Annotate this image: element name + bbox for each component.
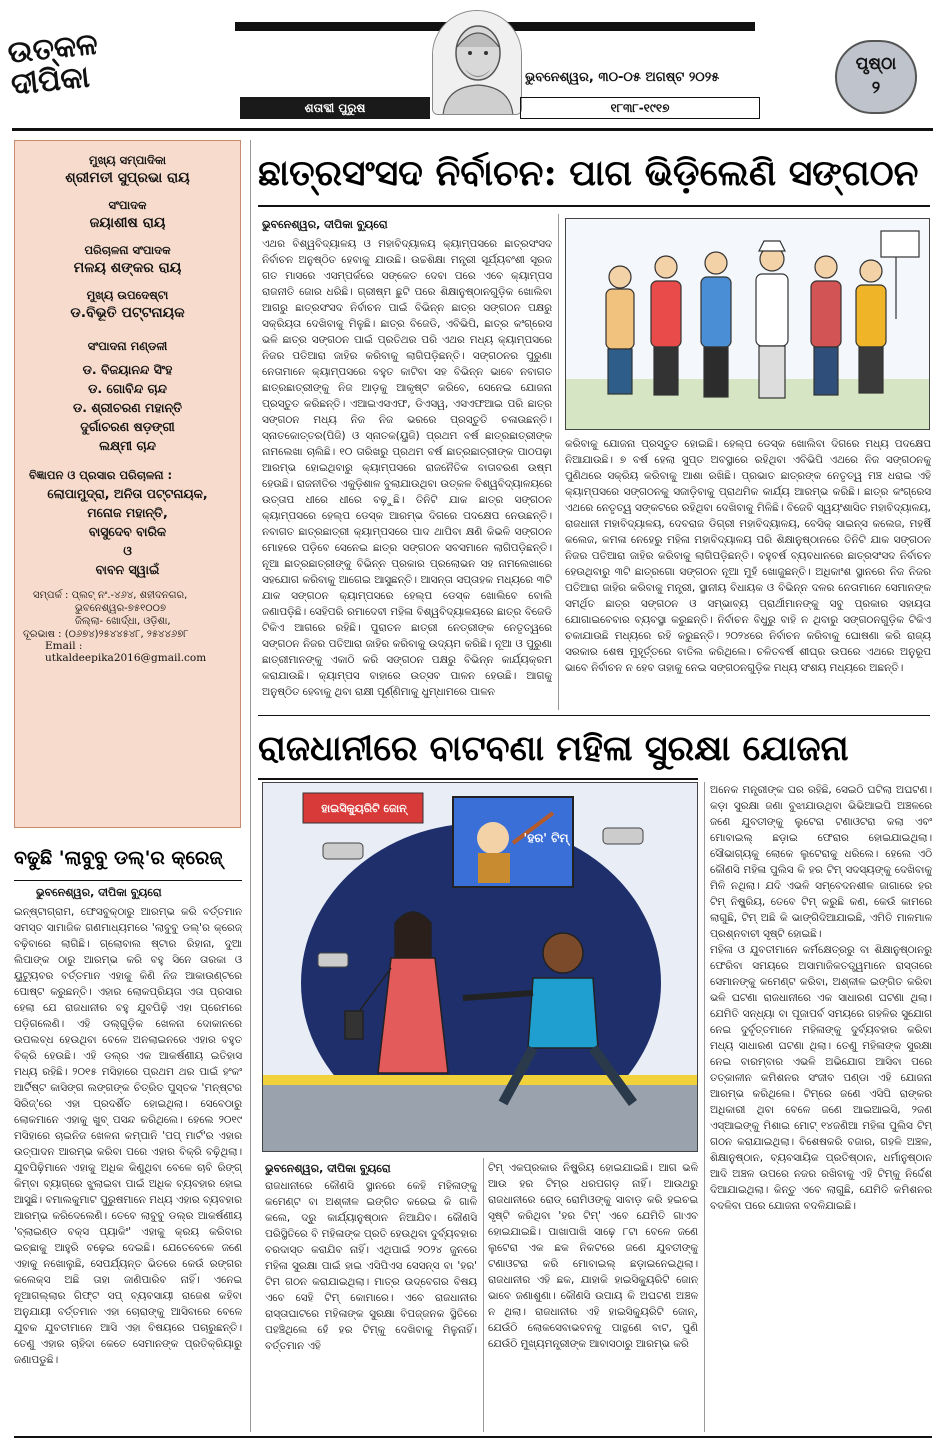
editorial-board-label: ସଂପାଦନା ମଣ୍ଡଳୀ <box>87 339 168 353</box>
article1-illustration <box>565 218 930 430</box>
ads-staff: ମନୋଜ ମହାନ୍ତି, <box>87 505 168 520</box>
column-divider <box>558 214 559 710</box>
founder-years: ୧୮୩୮-୧୯୧୭ <box>520 97 760 119</box>
ads-staff-list <box>15 486 240 578</box>
portrait-illustration <box>433 11 522 115</box>
chief-editor-name: ଶ୍ରୀମତୀ ସୁପ୍ରଭା ରାୟ <box>65 170 190 186</box>
article2-col3: ଅନେକ ମନ୍ତ୍ରୀଙ୍କ ଘର ରହିଛି, ସେଇଠି ଘଟିଲା ଅଘଟଣ। କଡ଼ା ସୁରକ୍ଷା ଜଣା ବୁଝାଯାଉଥିବା ଭିଭିଆଇପି ଅଞ୍ଚଳରେ ଜଣେ ଯୁବତୀଙ୍କୁ ଲୁଟେରା ଟଣାଓଟରା କଲା ଏବଂ ମୋବାଇଲ୍ ଛଡ଼ାଇ ଫେରାର ହୋଇଯାଇଥିଲା। ସୌଭାଗ୍ୟକୁ ଲୋକେ ଲୁଟେରାକୁ ଧରିଲେ। ହେଲେ ଏଠି କୌଣସି ମହିଳା ପୁଲିସ କି ହର ଟିମ୍ ସଦସ୍ୟଙ୍କୁ ଦେଖିବାକୁ ମିଳି ନଥିଲା। ଯଦି ଏଭଳି ସମ୍ବେଦନଶୀଳ ଜାଗାରେ ହର ଟିମ୍ ନିଷ୍କ୍ରିୟ, ତେବେ ଟିମ୍ କରୁଛି କଣ, କେଉଁ କାମରେ ଲାଗୁଛି, ଟିମ୍ ଅଛି କି ଭାଙ୍ଗିଦିଆଯାଇଛି, ଏମିତି ମାଳମାଳ ପ୍ରଶ୍ନବାଚୀ ସୃଷ୍ଟି ହୋଇଛି। ମହିଳା ଓ ଯୁବତୀମାନେ କର୍ମକ୍ଷେତ୍ରରୁ ବା ଶିକ୍ଷାନୁଷ୍ଠାନରୁ ଫେରିବା ସମୟରେ ଅସାମାଜିକତତ୍ତ୍ୱମାନେ ରାସ୍ତାରେ ସେମାନଙ୍କୁ କମେଣ୍ଟ କରିବା, ଅଶ୍ଳୀଳ ଇଙ୍ଗିତ କରିବା ଭଳି ଘଟଣା ରାଜଧାନୀରେ ଏକ ସାଧାରଣ ଘଟଣା ଥିଲା। ଯେମିତି ସନ୍ଧ୍ୟା ବା ପୂଜାପର୍ବ ସମୟରେ ଗହଳିର ସୁଯୋଗ ନେଇ ଦୁର୍ବୃତ୍ତମାନେ ମହିଳାଙ୍କୁ ଦୁର୍ବ୍ୟବହାର କରିବା ମଧ୍ୟ ସାଧାରଣ ଘଟଣା ଥିଲା। ତେଣୁ ମହିଳାଙ୍କ ସୁରକ୍ଷା ନେଇ ବାରମ୍ବାର ଏଭଳି ଅଭିଯୋଗ ଆସିବା ପରେ ତତ୍କାଳୀନ କମିଶନର ସଂଜୀବ ପଣ୍ଡା ଏହି ଯୋଜନା ଆରମ୍ଭ କରିଥିଲେ। ଟିମ୍‌ରେ ଜଣେ ଏସିପି ରାଙ୍କର ଅଧିକାରୀ ଥିବା ବେଳେ ଜଣେ ଆଇଆଇସି, ୨ଜଣ ଏସ୍ଆଇଙ୍କୁ ମିଶାଇ ମୋଟ୍ ୧୪ଜଣିଆ ମହିଳା ପୁଲିସ ଟିମ୍ ଗଠନ କରାଯାଇଥିଲା। ବିଶେଷକରି ବଜାର, ଗହଳି ଅଞ୍ଚଳ, ଶିକ୍ଷାନୁଷ୍ଠାନ, ବ୍ୟବସାୟିକ ପ୍ରତିଷ୍ଠାନ, ଧର୍ମାନୁଷ୍ଠାନ ଆଦି ଅଞ୍ଚଳ ଉପରେ ନଜର ରଖିବାକୁ ଏହି ଟିମ୍‌କୁ ନିର୍ଦ୍ଦେଶ ଦିଆଯାଇଥିଲା। କିନ୍ତୁ ଏବେ ଲାଗୁଛି, ଯେମିତି କମିଶନର ବଦଳିବା ପରେ ଯୋଜନା ବଦଳିଯାଇଛି। <box>710 784 932 1212</box>
chief-advisor-label: ମୁଖ୍ୟ ଉପଦେଷ୍ଟା <box>86 288 169 302</box>
article-separator <box>258 715 930 716</box>
her-team-board: 'ହର' ଟିମ୍ <box>523 831 569 845</box>
board-member: ଡ. ଶ୍ରୀଚରଣ ମହାନ୍ତି <box>72 400 183 415</box>
article3-body: ଇନ୍‌ଷ୍ଟାଗ୍ରାମ, ଫେସବୁକ୍‌ଠାରୁ ଆରମ୍ଭ କରି ବର୍ତ୍ତମାନ ସମସ୍ତ ସାମାଜିକ ଗଣମାଧ୍ୟମରେ 'ଲାବୁବୁ ଡଲ୍'ର କ୍ରେଜ୍ ବଢ଼ିବାରେ ଲାଗିଛି। ଗ୍ଲୋବାଲ ଷ୍ଟାର ରିହାନା, ଦୁଆ ଲିପାଙ୍କ ଠାରୁ ଆରମ୍ଭ କରି ବହୁ ସିନେ ତାରକା ଓ ୟୁଟ୍ୟୁବର ବର୍ତ୍ତମାନ ଏହାକୁ କିଣି ନିଜ ଆକାଉଣ୍ଟରେ ପୋଷ୍ଟ କରୁଛନ୍ତି। ଏହାର ଲୋକପ୍ରିୟତା ଏତା ପ୍ରସାର ହେଲା ଯେ ରାଜଧାନୀର ବହୁ ଯୁବପିଢ଼ି ଏହା ପ୍ରେମରେ ପଡ଼ିଗଲେଣି। ଏହି ଡଲ୍‌ଗୁଡ଼ିକ ଖେଳନା ଦୋକାନରେ ଉପଲବ୍ଧ ହେଉଥିବା ବେଳେ ଅନଲାଇନରେ ଏହାର ବହୁତ ବିକ୍ରି ହେଉଛି। ଏହି ଡଲ୍‌ର ଏକ ଆକର୍ଷଣୀୟ ଇତିହାସ ମଧ୍ୟ ରହିଛି। ୨୦୧୫ ମସିହାରେ ପ୍ରଥମ ଥର ପାଇଁ ହଂକଂ ଆର୍ଟିଷ୍ଟ କାସିଙ୍ଗ ଲଙ୍ଗଙ୍କ ଚିତ୍ରିତ ପୁସ୍ତକ 'ମନ୍‌ଷ୍ଟର ସିରିଜ୍'ରେ ଏହା ପ୍ରଦର୍ଶିତ ହୋଇଥିଲା। ସେବେଠାରୁ ଲୋକମାନେ ଏହାକୁ ଖୁବ୍ ପସନ୍ଦ କରିଥିଲେ। ହେଲେ ୨୦୧୯ ମସିହାରେ ଚାଇନିଜ ଖେଳନା କମ୍ପାନି 'ପପ୍ ମାର୍ଟ'ର ଏହାର ଉତ୍ପାଦନ ଆରମ୍ଭ କରିବା ପରେ ଏହାର ବିକ୍ରି ବଢ଼ିଥିଲା। ଯୁବପିଢ଼ିମାନେ ଏହାକୁ ଅଧିକ କିଣୁଥିବା ବେଳେ ଚାବି ରିଙ୍ଗ୍ କିମ୍ବା ବ୍ୟାଗ୍‌ରେ ଝୁଲାଇବା ପାଇଁ ଅଧିକ ବ୍ୟବହାର ହୋଇ ଆସୁଛି। ବମାଲକୁମାଟ ପୁରୁଷମାନେ ମଧ୍ୟ ଏହାର ବ୍ୟବହାର ଆରମ୍ଭ କରିଦେଲେଣି। ତେବେ ଲାବୁବୁ ଡଲ୍‌ର ଆକର୍ଷଣୀୟ 'ବ୍ଲାଇଣ୍ଡ ବକ୍ସ ପ୍ୟାକିଂ' ଏହାକୁ କ୍ରୟ କରିବାର ଇଚ୍ଛାକୁ ଆହୁରି ବଢ଼େଇ ଦେଇଛି। ଯେତେବେଳେ ଜଣେ ଏହାକୁ ନଖୋଲୁଛି, ସେପର୍ଯ୍ୟନ୍ତ ଭିତରେ କେଉଁ ରଙ୍ଗର କଲେକ୍ସ ଅଛି ତାହା ଜାଣିପାରିବ ନାହିଁ। ଏନେଇ ନୂଆଗଲ୍ଲାର ଗିଫ୍ଟ ସପ୍ ବ୍ୟବସାୟୀ ରାଜେଶ କହିବା ଅନୁଯାୟୀ ବର୍ତ୍ତମାନ ଏହା ଚୋରାଙ୍କୁ ଆସିବାରେ ବେଳେ ଯୁବକ ଯୁବତୀମାନେ ଆସି ଏହା ବିଷୟରେ ପଚାରୁଛନ୍ତି। ତେଣୁ ଏହାର ଚାହିଦା କେତେ ସେମାନଙ୍କ ପ୍ରତିକ୍ରିୟାରୁ ଜଣାପଡୁଛି। <box>14 906 242 1366</box>
article1-byline: ଭୁବନେଶ୍ୱର, ଦୀପିକା ବ୍ୟୁରୋ <box>262 218 388 231</box>
page-label: ପୃଷ୍ଠା <box>855 54 897 74</box>
article1-col1: ଏଥର ବିଶ୍ୱବିଦ୍ୟାଳୟ ଓ ମହାବିଦ୍ୟାଳୟ କ୍ୟାମ୍ପସରେ ଛାତ୍ରସଂସଦ ନିର୍ବାଚନ ଅନୁଷ୍ଠିତ ହେବାକୁ ଯାଉଛି। ଉଚ୍ଚଶିକ୍ଷା ମନ୍ତ୍ରୀ ସୂର୍ଯ୍ୟବଂଶୀ ସୂରଜ ଗତ ମାସରେ ଏସମ୍ପର୍କରେ ସଙ୍କେତ ଦେବା ପରେ ଏବେ କ୍ୟାମ୍ପସ ରାଜନୀତି ଜୋର ଧରିଛି। ଗ୍ରୀଷ୍ମ ଛୁଟି ପରେ ଶିକ୍ଷାନୁଷ୍ଠାନଗୁଡ଼ିକ ଖୋଲିବା ଆଗରୁ ଛାତ୍ରସଂସଦ ନିର୍ବାଚନ ପାଇଁ ବିଭିନ୍ନ ଛାତ୍ର ସଙ୍ଗଠନ ପକ୍ଷରୁ ସକ୍ରିୟତା ଦେଖିବାକୁ ମିଳୁଛି। ଛାତ୍ର ବିଜେଡି, ଏବିଭିପି, ଛାତ୍ର କଂଗ୍ରେସ ଭଳି ଛାତ୍ର ସଙ୍ଗଠନ ପାଇଁ ପ୍ରତିଥର ପରି ଏଥର ମଧ୍ୟ କ୍ୟାମ୍ପସରେ ନିଜର ପତିଆରା ଜାହିର କରିବାକୁ ଲାଗିପଡ଼ିଛନ୍ତି। ସଙ୍ଗଠନର ପୁରୁଣା ନେତାମାନେ କ୍ୟାମ୍ପସରେ ବହୁତ କାଟିବା ସହ ବିଭିନ୍ନ ଭାବେ ନବାଗତ ଛାତ୍ରଛାତ୍ରୀଙ୍କୁ ନିଜ ଆଡ଼କୁ ଆକୃଷ୍ଟ କରିବେ, ସେନେଇ ଯୋଜନା ପ୍ରସ୍ତୁତ କରିଛନ୍ତି। ଏଆଇଏସଏଫ, ଡିଏସୱ, ଏସଏଫଆଇ ପରି ଛାତ୍ର ସଙ୍ଗଠନ ମଧ୍ୟ ନିଜ ନିଜ ଭରରେ ପ୍ରସ୍ତୁତି ଚଳାଉଛନ୍ତି। ସ୍ନାତକୋତ୍ତର(ପିଜି) ଓ ସ୍ନାତକ(ୟୁଜି) ପ୍ରଥମ ବର୍ଷ ଛାତ୍ରଛାତ୍ରୀଙ୍କ ନାମଲେଖା ଚାଲିଛି। ୧୦ ତାରିଖରୁ ପ୍ରଥମ ବର୍ଷ ଛାତ୍ରଛାତ୍ରୀଙ୍କ ପାଠପଢ଼ା ଆରମ୍ଭ ହୋଇଥିବାରୁ କ୍ୟାମ୍ପସରେ ରାଜନୈତିକ ବାତାବରଣ ଉଷ୍ମ ହେଉଛି। ରାଜନୀତିର ଏକୁଡ଼ିଶାଳ ବୁଲାଯାଉଥିବା ଉତ୍କଳ ବିଶ୍ୱବିଦ୍ୟାଳୟରେ ଉତ୍ତାପ ଧୀରେ ଧୀରେ ବଢ଼ୁଛି। ତିନିଟି ଯାକ ଛାତ୍ର ସଙ୍ଗଠନ କ୍ୟାମ୍ପସରେ ହେଲ୍ପ ଡେସ୍କ ଆରମ୍ଭ ଦିଗରେ ପଦକ୍ଷେପ ନେଉଛନ୍ତି। ନବାଗତ ଛାତ୍ରଛାତ୍ରୀ କ୍ୟାମ୍ପସରେ ପାଦ ଥାପିବା କ୍ଷଣି କିଭଳି ସଙ୍ଗଠନ ମୋହରେ ପଡ଼ିବେ ସେନେଇ ଛାତ୍ର ସଙ୍ଗଠନ ସବସମାନେ ଲାଗିପଡ଼ିଛନ୍ତି। ନୂଆ ଛାତ୍ରଛାତ୍ରୀଙ୍କୁ ବିଭିନ୍ନ ପ୍ରକାର ପ୍ରଲୋଭନ ସହ ନାମଲେଖାରେ ସହଯୋଗ କରିବାକୁ ଆଗେଇ ଆସୁଛନ୍ତି। ଆସନ୍ତା ସପ୍ତାହକ ମଧ୍ୟରେ ୩ଟି ଯାକ ସଙ୍ଗଠନ କ୍ୟାମ୍ପସରେ ହେଲ୍ପ ଡେସ୍କ ଖୋଲିବେ ବୋଲି ଜଣାପଡ଼ିଛି। ସେହିପରି ରମାଦେବୀ ମହିଳା ବିଶ୍ୱବିଦ୍ୟାଳୟରେ ଛାତ୍ର ବିଜେଡି ଟିକିଏ ଆଗରେ ରହିଛି। ପୁରାତନ ଛାତ୍ରୀ ନେତ୍ରୀଙ୍କ ନେତୃତ୍ୱରେ ସଙ୍ଗଠନ ନିଜର ପତିଆରା ଜାହିର କରିବାକୁ ଉଦ୍ୟମ କରିଛି। ନୂଆ ଓ ପୁରୁଣା ଛାତ୍ରୀମାନଙ୍କୁ ଏକାଠି କରି ସଙ୍ଗଠନ ପକ୍ଷରୁ ବିଭିନ୍ନ କାର୍ଯ୍ୟକ୍ରମ କରାଯାଉଛି। କ୍ୟାମ୍ପସ ବାହାରେ ଉତ୍ସବ ପାଳନ ହେଉଛି। ଆଗକୁ ଅନୁଷ୍ଠିତ ହେବାକୁ ଥିବା ରାକ୍ଷୀ ପୂର୍ଣ୍ଣିମାକୁ ଧୁମ୍‌ଧାମରେ ପାଳନ <box>262 238 552 698</box>
ads-staff: ବାସୁଦେବ ବାରିକ <box>88 524 167 539</box>
article2-col2: ଟିମ୍ ଏକପ୍ରକାର ନିଷ୍କ୍ରିୟ ହୋଇଯାଇଛି। ଆଗ ଭଳି ଆଉ ହର ଟିମ୍‌ର ଧରପଗଡ଼ ନାହିଁ। ଆଉଥରୁ ରାଜଧାନୀରେ ରୋଡ୍ ରୋମିଓଙ୍କୁ ସାବାଡ଼ କରି ହଇଚଇ ସୃଷ୍ଟି କରିଥିବା 'ହର ଟିମ୍' ଏବେ ଯେମିତି ଗାଏବ ହୋଇଯାଇଛି। ପାଖାପାଖି ସାଢ଼େ ୮ଟା ବେଳେ ଜଣେ ଲୁଟେରା ଏକ ଛକ ନିକଟରେ ଜଣେ ଯୁବତୀଙ୍କୁ ଟଣାଓଟରା କରି ମୋବାଇଲ୍ ଛଡ଼ାଇନେଇଥିଲା। ରାଜଧାନୀର ଏହି ଛକ, ଯାହାକି ହାଇସିକ୍ୟୁରିଟି ଜୋନ୍ ଭାବେ ଜଣାଶୁଣା। କୌଣସି ଉପାୟ କି ଅଘଟଣ ଅଞ୍ଚଳ ନ ଥିଲା। ରାଜଧାନୀର ଏହି ହାଇସିକ୍ୟୁରିଟି ଜୋନ୍, ଯେଉଁଠି ଲୋକସେବାଭବନକୁ ପାନ୍ଥଣେ ବାଟ, ପୁଣି ଯେଉଁଠି ମୁଖ୍ୟମନ୍ତ୍ରୀଙ୍କ ଆବାସଠାରୁ ଆରମ୍ଭ କରି <box>488 1162 698 1350</box>
article1-col2: କରିବାକୁ ଯୋଜନା ପ୍ରସ୍ତୁତ ହୋଇଛି। ହେଲ୍ପ ଡେସ୍କ ଖୋଲିବା ଦିଗରେ ମଧ୍ୟ ପଦକ୍ଷେପ ନିଆଯାଉଛି। ୭ ବର୍ଷ ହେଲା ସୁପ୍ତ ଅବସ୍ଥାରେ ରହିଥିବା ଏବିଭିପି ଏଥରେ ନିଜ ସଙ୍ଗଠନକୁ ପୁଣିଥରେ ସକ୍ରିୟ କରିବାକୁ ଆଶା ରଖିଛି। ପ୍ରଭାତ ଛାତ୍ରଙ୍କ ନେତୃତ୍ୱ ମଞ୍ଚ ଧରାଇ ଏହି କ୍ୟାମ୍ପସରେ ସଙ୍ଗଠନକୁ ସଜାଡ଼ିବାକୁ ପ୍ରାଥମିକ କାର୍ଯ୍ୟ ଆରମ୍ଭ କରିଛି। ଛାତ୍ର କଂଗ୍ରେସ ଏଥରେ ନେତୃତ୍ୱ ସଙ୍କଟରେ ରହିଥିବା ଦେଖିବାକୁ ମିଳିଛି। ବିଜେବି ସ୍ୱୟଂଶାସିତ ମହାବିଦ୍ୟାଳୟ, ରାଜଧାନୀ ମହାବିଦ୍ୟାଳୟ, ଦେବରାଜ ଡିଗ୍ରୀ ମହାବିଦ୍ୟାଳୟ, ବେସିକ୍ ସାଇନ୍ସ କଲେଜ, ମହର୍ଷି କଲେଜ, କମଳା ନେହେରୁ ମହିଳା ମହାବିଦ୍ୟାଳୟ ପରି ଶିକ୍ଷାନୁଷ୍ଠାନରେ ତିନିଟି ଯାକ ସଙ୍ଗଠନ ନିଜର ପତିଆରା ଜାହିର କରିବାକୁ ଲାଗିପଡ଼ିଛନ୍ତି। ବହୁବର୍ଷ ବ୍ୟବଧାନରେ ଛାତ୍ରସଂସଦ ନିର୍ବାଚନ ହେଉଥିବାରୁ ୩ଟି ଛାତ୍ରଗୋ ସଙ୍ଗଠନ ନୂଆ ମୁହଁ ଖୋଜୁଛନ୍ତି। ଅଧିକାଂଶ ସ୍ଥାନରେ ନିଜ ନିଜର ପତିଆରା ଜାହିର କରିବାକୁ ମନ୍ତ୍ରୀ, ସ୍ଥାନୀୟ ବିଧାୟକ ଓ ବିଭିନ୍ନ ଦଳର ନେତାମାନେ ସେମାନଙ୍କ ସମର୍ଥିତ ଛାତ୍ର ସଙ୍ଗଠନ ଓ ସମ୍ଭାବ୍ୟ ପ୍ରାର୍ଥୀମାନଙ୍କୁ ସବୁ ପ୍ରକାର ସହାୟତା ଯୋଗାଇବେବାର ବ୍ୟବସ୍ଥା କରୁଛନ୍ତି। ନିର୍ବାଚନ ବିଧୁରୁ ବାହି ନ ଥିବାରୁ ସଙ୍ଗଠନଗୁଡ଼ିକ ଟିକିଏ ଚକାଯାଉଛି ମଧ୍ୟରେ ରହି କରୁଛନ୍ତି। ୨୦୨୪ରେ ନିର୍ବାଚନ କରିବାକୁ ଘୋଷଣା କରି ରାଜ୍ୟ ସରକାର ଶେଷ ମୁହୂର୍ତ୍ତରେ ବାତିଲ କରିଥିଲେ। ଚଳିତବର୍ଷ ଶୀଘ୍ର ଉପରେ ଏଥରେ ଅନୁରୂପ ଭାବେ ନିର୍ବାଚନ ନ ହେବ ତାହାକୁ ନେଇ ସଙ୍ଗଠନଗୁଡ଼ିକ ମଧ୍ୟ ସଂଶୟ ମଧ୍ୟରେ ଅଛନ୍ତି। <box>565 438 931 674</box>
article2-col1: ରାଜଧାନୀରେ କୌଣସି ସ୍ଥାନରେ କେହି ମହିଳାଙ୍କୁ କମେଣ୍ଟ ବା ଅଶ୍ଳୀଳ ଇଙ୍ଗିତ କରେଇ କି ଗାଳି କଲେ, ଦ୍ରୁ କାର୍ଯ୍ୟାନୁଷ୍ଠାନ ନିଆଯିବ। କୌଣସି ପରିସ୍ଥିତିରେ ବି ମହିଳାଙ୍କ ପ୍ରତି ହେଉଥିବା ଦୁର୍ବ୍ୟବହାର ବରଦାସ୍ତ କରାଯିବ ନାହିଁ। ଏଥିପାଇଁ ୨୦୨୪ ଜୁନରେ ମହିଳା ସୁରକ୍ଷା ପାଇଁ ହାଇ ଏସିପିଏସ ସେସନ୍ସ ବା 'ହର' ଟିମ ଗଠନ କରାଯାଇଥିଲା। ମାତ୍ର ଉଦ୍‌ବେଗର ବିଷୟ ଏବେ ସେହି ଟିମ୍ କୋମାରେ। ଏବେ ରାଜଧାନୀର ରାସ୍ତାଘାଟରେ ମହିଳାଙ୍କ ସୁରକ୍ଷା ବିପଜ୍ଜନକ ସ୍ଥିତିରେ ପହଞ୍ଚିଥିଲେ ହେଁ ହର ଟିମ୍‌କୁ ଦେଖିବାକୁ ମିଳୁନାହିଁ। ବର୍ତ୍ତମାନ ଏହି <box>265 1180 477 1352</box>
article2-headline: ରାଜଧାନୀରେ ବାଟବଣା ମହିଳା ସୁରକ୍ଷା ଯୋଜନା <box>258 728 849 769</box>
board-member: ଲକ୍ଷ୍ମୀ ଚାନ୍ଦ <box>99 438 156 453</box>
dateline: ଭୁବନେଶ୍ୱର, ୩୦-୦୫ ଅଗଷ୍ଟ ୨୦୨୫ <box>525 70 720 85</box>
editor-label: ସଂପାଦକ <box>108 198 147 212</box>
column-divider <box>250 140 251 1432</box>
article3-headline: ବଢୁଛି 'ଲାବୁବୁ ଡଲ୍'ର କ୍ରେଜ୍ <box>14 847 223 869</box>
page-number: ୨ <box>871 78 881 98</box>
ads-staff: ଓ <box>123 543 132 558</box>
shatabdi-purush-label: ଶତାବ୍ଦୀ ପୁରୁଷ <box>240 97 430 119</box>
staff-box <box>14 140 241 828</box>
students-cartoon <box>566 219 930 430</box>
editorial-board-list <box>15 362 240 454</box>
ads-staff: ବାବନ ସ୍ୱାଇଁ <box>95 562 160 577</box>
article1-rule <box>258 205 930 207</box>
article2-byline: ଭୁବନେଶ୍ୱର, ଦୀପିକା ବ୍ୟୁରୋ <box>265 1162 391 1175</box>
board-member: ଦୁର୍ଗାଚରଣ ଷଡ଼ଙ୍ଗୀ <box>80 419 175 434</box>
article1-headline: ଛାତ୍ରସଂସଦ ନିର୍ବାଚନ: ପାଗ ଭିଡ଼ିଲେଣି ସଙ୍ଗଠନ <box>258 152 919 194</box>
address-line: ଭୁବନେଶ୍ୱର-୭୫୧୦୦୭ <box>75 603 166 614</box>
managing-editor-label: ପରିଚାଳନା ସଂପାଦକ <box>84 243 171 257</box>
masthead-bottom-rule <box>12 128 933 131</box>
editor-name: ଜୟାଶୀଷ ରାୟ <box>89 215 166 231</box>
email-line: Email : utkaldeepika2016@gmail.com <box>45 640 207 664</box>
address-line: ଜିଲ୍ଲା- ଖୋର୍ଦ୍ଧା, ଓଡ଼ିଶା, <box>75 616 171 627</box>
board-member: ଡ. ଗୋବିନ୍ଦ ଚାନ୍ଦ <box>88 381 167 396</box>
ads-staff: ଲୋପାମୁଦ୍ରା, ଅନିତା ପଟ୍ଟନାୟକ, <box>47 486 208 501</box>
footer-rule <box>14 1436 932 1438</box>
masthead-logo: ଉତ୍କଳ ଦୀପିକା <box>6 26 100 103</box>
founder-portrait <box>432 10 522 115</box>
managing-editor-name: ମଳୟ ଶଙ୍କର ରାୟ <box>73 260 182 276</box>
board-member: ଡ. ବିଜୟାନନ୍ଦ ସିଂହ <box>82 362 173 377</box>
address-line: ସମ୍ପର୍କ : ପ୍ଲଟ୍ ନଂ.-୪୬୪, ଶହୀଦନଗର, <box>33 590 188 601</box>
article2-rule <box>258 778 698 780</box>
phone-line: ଦୂରଭାଷ : (୦୬୭୪)୨୫୪୪୫୪୮, ୨୫୪୪୬୭୮ <box>23 629 189 640</box>
article3-byline: ଭୁବନେଶ୍ୱର, ଦୀପିକା ବ୍ୟୁରୋ <box>36 886 162 899</box>
article3-rule <box>14 880 242 881</box>
page-number-badge <box>835 40 917 114</box>
chief-advisor-name: ଡ.ବିଭୂତି ପଟ୍ଟନାୟକ <box>70 305 185 321</box>
article2-illustration <box>262 782 698 1152</box>
column-divider <box>483 1158 484 1432</box>
high-security-zone-sign: ହାଇସିକ୍ୟୁରିଟି ଜୋନ୍ <box>321 802 407 815</box>
column-divider <box>704 782 705 1432</box>
ads-label: ବିଜ୍ଞାପନ ଓ ପ୍ରସାର ପରିଚାଳନା : <box>29 468 173 482</box>
chief-editor-label: ମୁଖ୍ୟ ସମ୍ପାଦିକା <box>88 153 167 167</box>
safety-cartoon <box>263 783 698 1152</box>
